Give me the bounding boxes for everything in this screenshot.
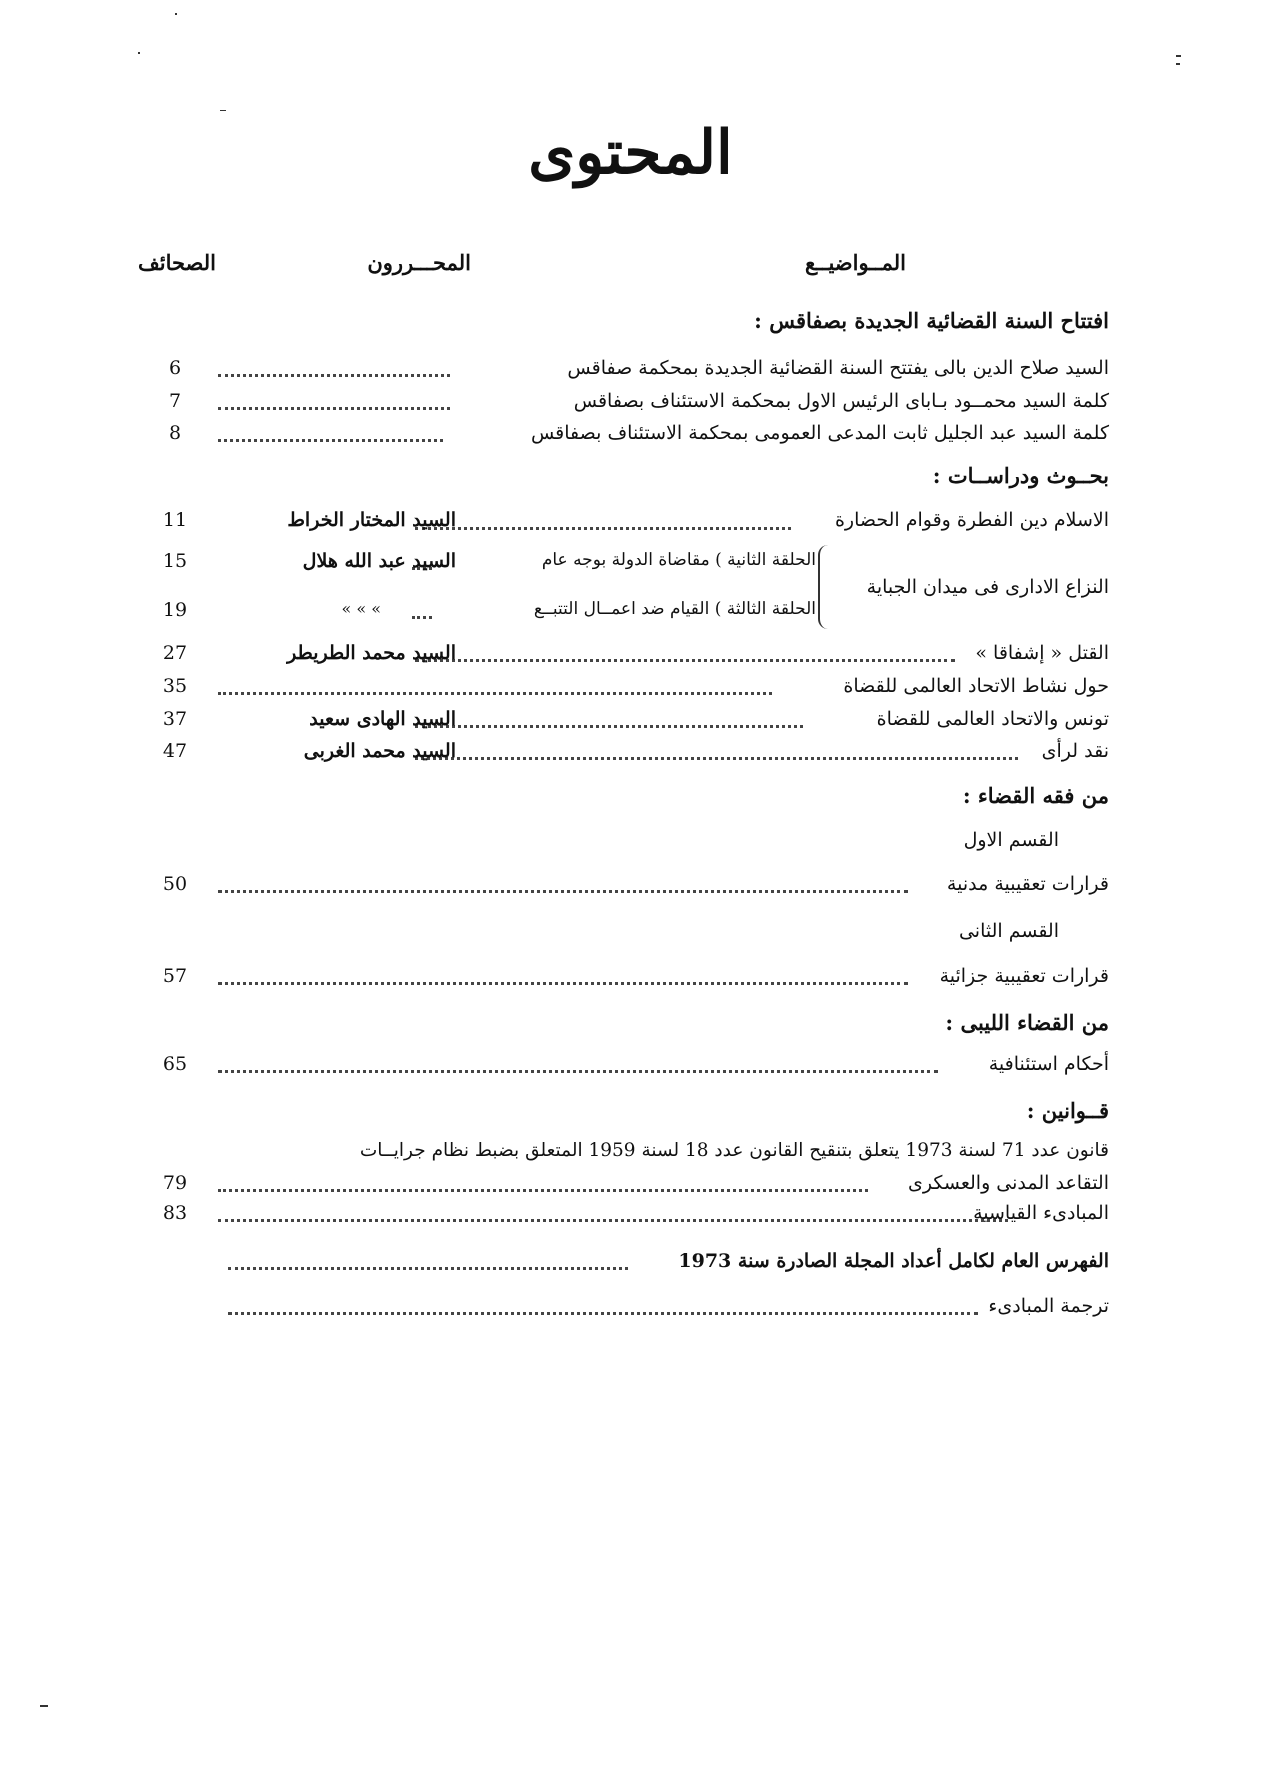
toc-title: كلمة السيد عبد الجليل ثابت المدعى العمومى بمحكمة الاستئناف بصفاقس	[530, 422, 1109, 444]
toc-title: تونس والاتحاد العالمى للقضاة	[876, 708, 1109, 730]
section-heading-laws: قــوانين :	[1026, 1098, 1109, 1123]
header-pages: الصحائف	[138, 250, 216, 275]
page-number: 79	[162, 1172, 188, 1194]
dot-leader	[218, 374, 450, 377]
toc-author: السيد الهادى سعيد	[309, 708, 456, 730]
toc-author: السيد المختار الخراط	[287, 509, 456, 531]
toc-title: قرارات تعقيبية مدنية	[946, 873, 1109, 895]
translation-entry: ترجمة المبادىء	[988, 1295, 1109, 1317]
toc-title: النزاع الادارى فى ميدان الجباية	[866, 576, 1109, 598]
page-number: 6	[168, 357, 182, 379]
dot-leader	[415, 659, 955, 662]
header-authors: المحـــررون	[367, 250, 471, 275]
page-number: 65	[162, 1053, 188, 1075]
dot-leader	[228, 1312, 978, 1315]
toc-title: المبادىء القياسية	[973, 1202, 1109, 1224]
toc-title: نقد لرأى	[1041, 740, 1109, 762]
page-number: 8	[168, 422, 182, 444]
dot-leader	[415, 725, 803, 728]
page-number: 47	[162, 740, 188, 762]
toc-title: السيد صلاح الدين بالى يفتتح السنة القضائية الجديدة بمحكمة صفاقس	[567, 357, 1109, 379]
page-title: المحتوى	[528, 118, 733, 188]
dot-leader	[218, 407, 450, 410]
toc-author: » » »	[341, 599, 381, 618]
scan-speck	[1176, 63, 1180, 65]
toc-title: قانون عدد 71 لسنة 1973 يتعلق بتنقيح القانون عدد 18 لسنة 1959 المتعلق بضبط نظام جرايــات	[359, 1140, 1109, 1161]
dot-leader	[218, 1219, 1008, 1222]
section-heading-jurisprudence: من فقه القضاء :	[962, 783, 1109, 808]
page-number: 37	[162, 708, 188, 730]
page-number: 50	[162, 873, 188, 895]
toc-title: قرارات تعقيبية جزائية	[939, 965, 1109, 987]
dot-leader	[218, 890, 908, 893]
dot-leader	[218, 692, 772, 695]
toc-title-continued: التقاعد المدنى والعسكرى	[908, 1172, 1109, 1194]
part-heading: القسم الاول	[963, 829, 1059, 851]
page-number: 57	[162, 965, 188, 987]
dot-leader	[218, 1189, 868, 1192]
page-number: 15	[162, 550, 188, 572]
dot-leader	[415, 757, 1018, 760]
scan-speck	[220, 110, 226, 111]
dot-leader	[218, 439, 443, 442]
dot-leader	[218, 1070, 938, 1073]
page-number: 19	[162, 599, 188, 621]
toc-title: الاسلام دين الفطرة وقوام الحضارة	[834, 509, 1109, 531]
page-number: 83	[162, 1202, 188, 1224]
scan-speck	[175, 13, 177, 15]
section-heading-studies: بحــوث ودراســات :	[932, 463, 1109, 488]
toc-subtitle: الحلقة الثالثة ) القيام ضد اعمــال التتبــع	[533, 599, 816, 619]
toc-author: السيد محمد الطريطر	[287, 642, 456, 664]
page-number: 35	[162, 675, 188, 697]
general-index-entry: الفهرس العام لكامل أعداد المجلة الصادرة سنة 1973	[678, 1250, 1109, 1272]
dot-leader	[412, 616, 432, 619]
scan-speck	[1176, 55, 1181, 57]
toc-author: السيد محمد الغربى	[303, 740, 456, 762]
grouping-brace	[818, 545, 832, 629]
scan-speck	[138, 52, 140, 54]
part-heading: القسم الثانى	[958, 920, 1059, 942]
toc-author: السيد عبد الله هلال	[302, 550, 456, 572]
toc-title: حول نشاط الاتحاد العالمى للقضاة	[843, 675, 1109, 697]
toc-title: القتل « إشفاقا »	[975, 642, 1109, 664]
dot-leader	[415, 527, 791, 530]
dot-leader	[218, 982, 908, 985]
dot-leader	[228, 1267, 628, 1270]
toc-title: كلمة السيد محمــود بـاباى الرئيس الاول بمحكمة الاستئناف بصفاقس	[573, 390, 1109, 412]
header-topics: المــواضيــع	[804, 250, 906, 275]
page-number: 7	[168, 390, 182, 412]
page-number: 27	[162, 642, 188, 664]
page-number: 11	[162, 509, 188, 531]
toc-title: أحكام استئنافية	[988, 1053, 1109, 1075]
scan-speck	[40, 1705, 48, 1707]
toc-subtitle: الحلقة الثانية ) مقاضاة الدولة بوجه عام	[541, 550, 816, 570]
section-heading-libyan: من القضاء الليبى :	[945, 1010, 1109, 1035]
section-heading-opening: افتتاح السنة القضائية الجديدة بصفاقس :	[754, 308, 1109, 333]
